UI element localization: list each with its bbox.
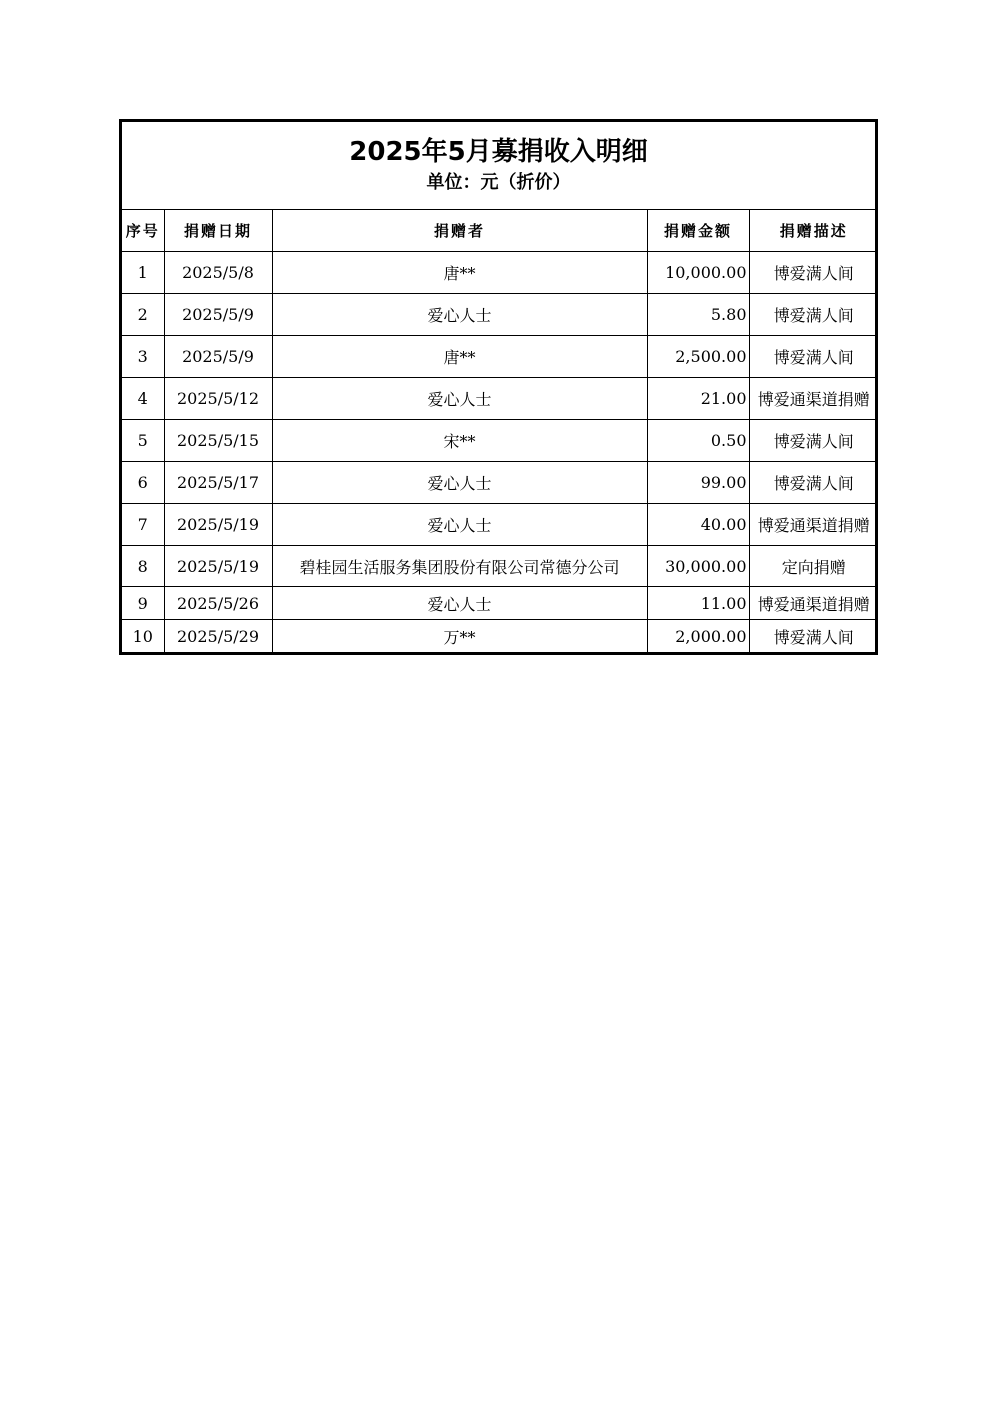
row-description: 定向捐赠 [749, 546, 878, 587]
row-date: 2025/5/9 [164, 294, 272, 336]
row-donor: 唐** [272, 252, 647, 294]
row-amount: 40.00 [647, 504, 749, 546]
row-description: 博爱通渠道捐赠 [749, 587, 878, 620]
table-row [122, 378, 878, 420]
table-header-row [122, 210, 878, 252]
row-index: 6 [122, 462, 164, 504]
table-row [122, 587, 878, 620]
row-description: 博爱满人间 [749, 620, 878, 653]
header-amount: 捐赠金额 [647, 210, 749, 252]
table-row [122, 462, 878, 504]
row-date: 2025/5/8 [164, 252, 272, 294]
row-date: 2025/5/26 [164, 587, 272, 620]
row-index: 1 [122, 252, 164, 294]
table-row [122, 546, 878, 587]
row-index: 8 [122, 546, 164, 587]
row-date: 2025/5/9 [164, 336, 272, 378]
row-amount: 11.00 [647, 587, 749, 620]
row-description: 博爱通渠道捐赠 [749, 504, 878, 546]
table-row [122, 420, 878, 462]
row-index: 5 [122, 420, 164, 462]
row-donor: 爱心人士 [272, 504, 647, 546]
row-amount: 30,000.00 [647, 546, 749, 587]
document-title: 2025年5月募捐收入明细 [349, 137, 648, 167]
row-donor: 碧桂园生活服务集团股份有限公司常德分公司 [272, 546, 647, 587]
row-index: 10 [122, 620, 164, 653]
row-description: 博爱满人间 [749, 462, 878, 504]
row-amount: 2,000.00 [647, 620, 749, 653]
row-amount: 5.80 [647, 294, 749, 336]
table-row [122, 504, 878, 546]
row-donor: 爱心人士 [272, 378, 647, 420]
unit-note: 单位：元（折价） [426, 172, 571, 193]
row-donor: 爱心人士 [272, 462, 647, 504]
row-donor: 宋** [272, 420, 647, 462]
row-donor: 万** [272, 620, 647, 653]
row-date: 2025/5/19 [164, 504, 272, 546]
row-index: 7 [122, 504, 164, 546]
table-row [122, 336, 878, 378]
row-amount: 2,500.00 [647, 336, 749, 378]
row-index: 3 [122, 336, 164, 378]
table-row [122, 294, 878, 336]
row-date: 2025/5/12 [164, 378, 272, 420]
row-date: 2025/5/29 [164, 620, 272, 653]
donation-sheet [119, 119, 878, 655]
header-date: 捐赠日期 [164, 210, 272, 252]
row-date: 2025/5/15 [164, 420, 272, 462]
row-description: 博爱满人间 [749, 294, 878, 336]
row-index: 2 [122, 294, 164, 336]
row-description: 博爱满人间 [749, 252, 878, 294]
title-block [122, 122, 875, 210]
row-index: 4 [122, 378, 164, 420]
row-amount: 21.00 [647, 378, 749, 420]
header-index: 序号 [122, 210, 164, 252]
row-amount: 0.50 [647, 420, 749, 462]
row-amount: 10,000.00 [647, 252, 749, 294]
header-description: 捐赠描述 [749, 210, 878, 252]
row-donor: 唐** [272, 336, 647, 378]
row-date: 2025/5/19 [164, 546, 272, 587]
row-description: 博爱满人间 [749, 336, 878, 378]
row-donor: 爱心人士 [272, 294, 647, 336]
row-index: 9 [122, 587, 164, 620]
row-description: 博爱通渠道捐赠 [749, 378, 878, 420]
row-amount: 99.00 [647, 462, 749, 504]
row-description: 博爱满人间 [749, 420, 878, 462]
donation-table [122, 210, 878, 652]
header-donor: 捐赠者 [272, 210, 647, 252]
table-row [122, 620, 878, 653]
table-row [122, 252, 878, 294]
row-donor: 爱心人士 [272, 587, 647, 620]
row-date: 2025/5/17 [164, 462, 272, 504]
